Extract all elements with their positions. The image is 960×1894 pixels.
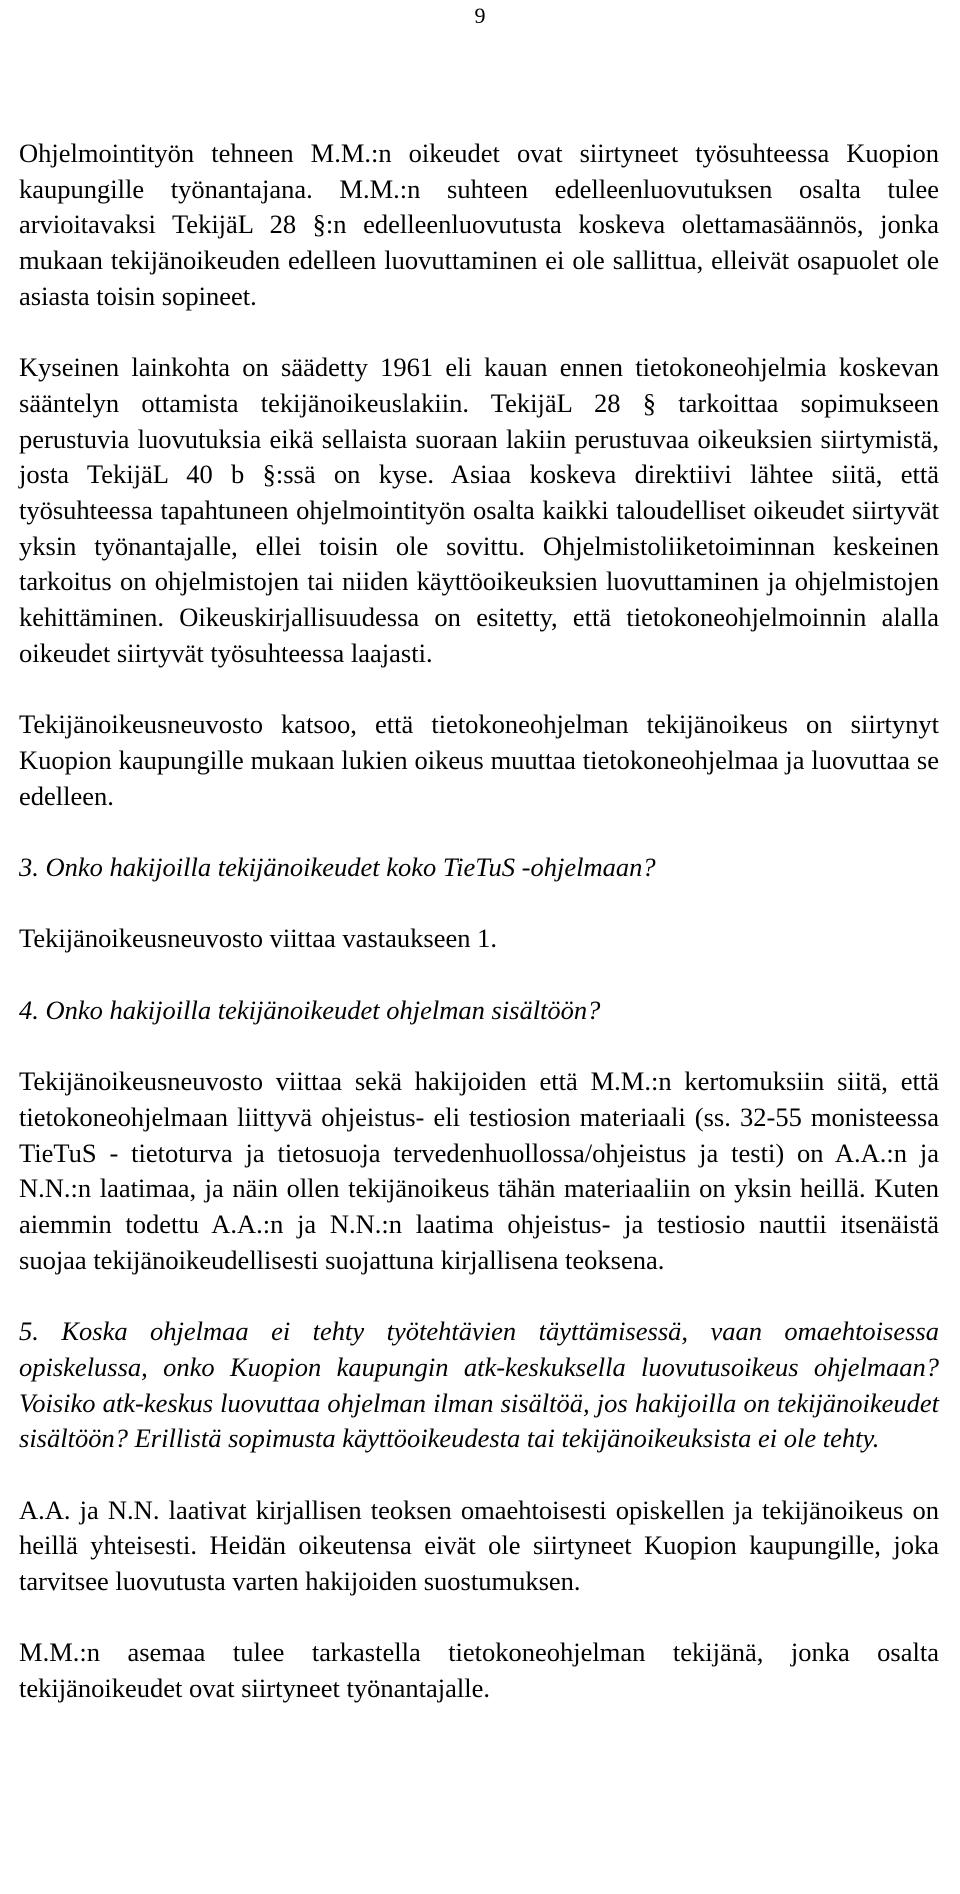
answer-5-part-2: M.M.:n asemaa tulee tarkastella tietokoneohjelman tekijänä, jonka osalta tekijänoikeudet ovat siirtyneet työnantajalle. xyxy=(19,1637,939,1704)
page-number: 9 xyxy=(474,3,486,28)
paragraph-statute-history: Kyseinen lainkohta on säädetty 1961 eli kauan ennen tietokoneohjelmia koskevan sääntelyn ottamista tekijänoikeuslakiin. TekijäL 28 § tarkoittaa sopimukseen perustuvia luovutuksia eikä sellaista suoraan lakiin perustuvaa oikeuksien siirtymistä, josta TekijäL 40 b §:ssä on kyse. Asiaa koskeva direktiivi lähtee siitä, että työsuhteessa tapahtuneen ohjelmointityön osalta kaikki taloudelliset oikeudet siirtyvät yksin työnantajalle, ellei toisin ole sovittu. Ohjelmistoliiketoiminnan keskeinen tarkoitus on ohjelmistojen tai niiden käyttöoikeuksien luovuttaminen ja ohjelmistojen kehittäminen. Oikeuskirjallisuudessa on esitetty, että tietokoneohjelmoinnin alalla oikeudet siirtyvät työsuhteessa laajasti. xyxy=(19,352,939,668)
document-body xyxy=(19,136,939,1707)
answer-5-part-1: A.A. ja N.N. laativat kirjallisen teoksen omaehtoisesti opiskellen ja tekijänoikeus on heillä yhteisesti. Heidän oikeutensa eivät ole siirtyneet Kuopion kaupungille, joka tarvitsee luovutusta varten hakijoiden suostumuksen. xyxy=(19,1494,939,1596)
paragraph-council-conclusion: Tekijänoikeusneuvosto katsoo, että tietokoneohjelman tekijänoikeus on siirtynyt Kuopion kaupungille mukaan lukien oikeus muuttaa tietokoneohjelmaa ja luovuttaa se edelleen. xyxy=(19,709,939,811)
question-3: 3. Onko hakijoilla tekijänoikeudet koko TieTuS -ohjelmaan? xyxy=(19,852,656,883)
answer-4: Tekijänoikeusneuvosto viittaa sekä hakijoiden että M.M.:n kertomuksiin siitä, että tietokoneohjelmaan liittyvä ohjeistus- eli testiosion materiaali (ss. 32-55 monisteessa TieTuS - tietoturva ja tietosuoja tervedenhuollossa/ohjeistus ja testi) on A.A.:n ja N.N.:n laatimaa, ja näin ollen tekijänoikeus tähän materiaaliin on yksin heillä. Kuten aiemmin todettu A.A.:n ja N.N.:n laatima ohjeistus- ja testiosio nauttii itsenäistä suojaa tekijänoikeudellisesti suojattuna kirjallisena teoksena. xyxy=(19,1066,939,1275)
question-5: 5. Koska ohjelmaa ei tehty työtehtävien täyttämisessä, vaan omaehtoisessa opiskelussa, onko Kuopion kaupungin atk-keskuksella luovutusoikeus ohjelmaan? Voisiko atk-keskus luovuttaa ohjelman ilman sisältöä, jos hakijoilla on tekijänoikeudet sisältöön? Erillistä sopimusta käyttöoikeudesta tai tekijänoikeuksista ei ole tehty. xyxy=(19,1316,939,1454)
paragraph-employment-rights: Ohjelmointityön tehneen M.M.:n oikeudet ovat siirtyneet työsuhteessa Kuopion kaupungille työnantajana. M.M.:n suhteen edelleenluovutuksen osalta tulee arvioitavaksi TekijäL 28 §:n edelleenluovutusta koskeva olettamasäännös, jonka mukaan tekijänoikeuden edelleen luovuttaminen ei ole sallittua, elleivät osapuolet ole asiasta toisin sopineet. xyxy=(19,138,939,311)
question-4: 4. Onko hakijoilla tekijänoikeudet ohjelman sisältöön? xyxy=(19,994,601,1025)
answer-3: Tekijänoikeusneuvosto viittaa vastaukseen 1. xyxy=(19,923,497,954)
